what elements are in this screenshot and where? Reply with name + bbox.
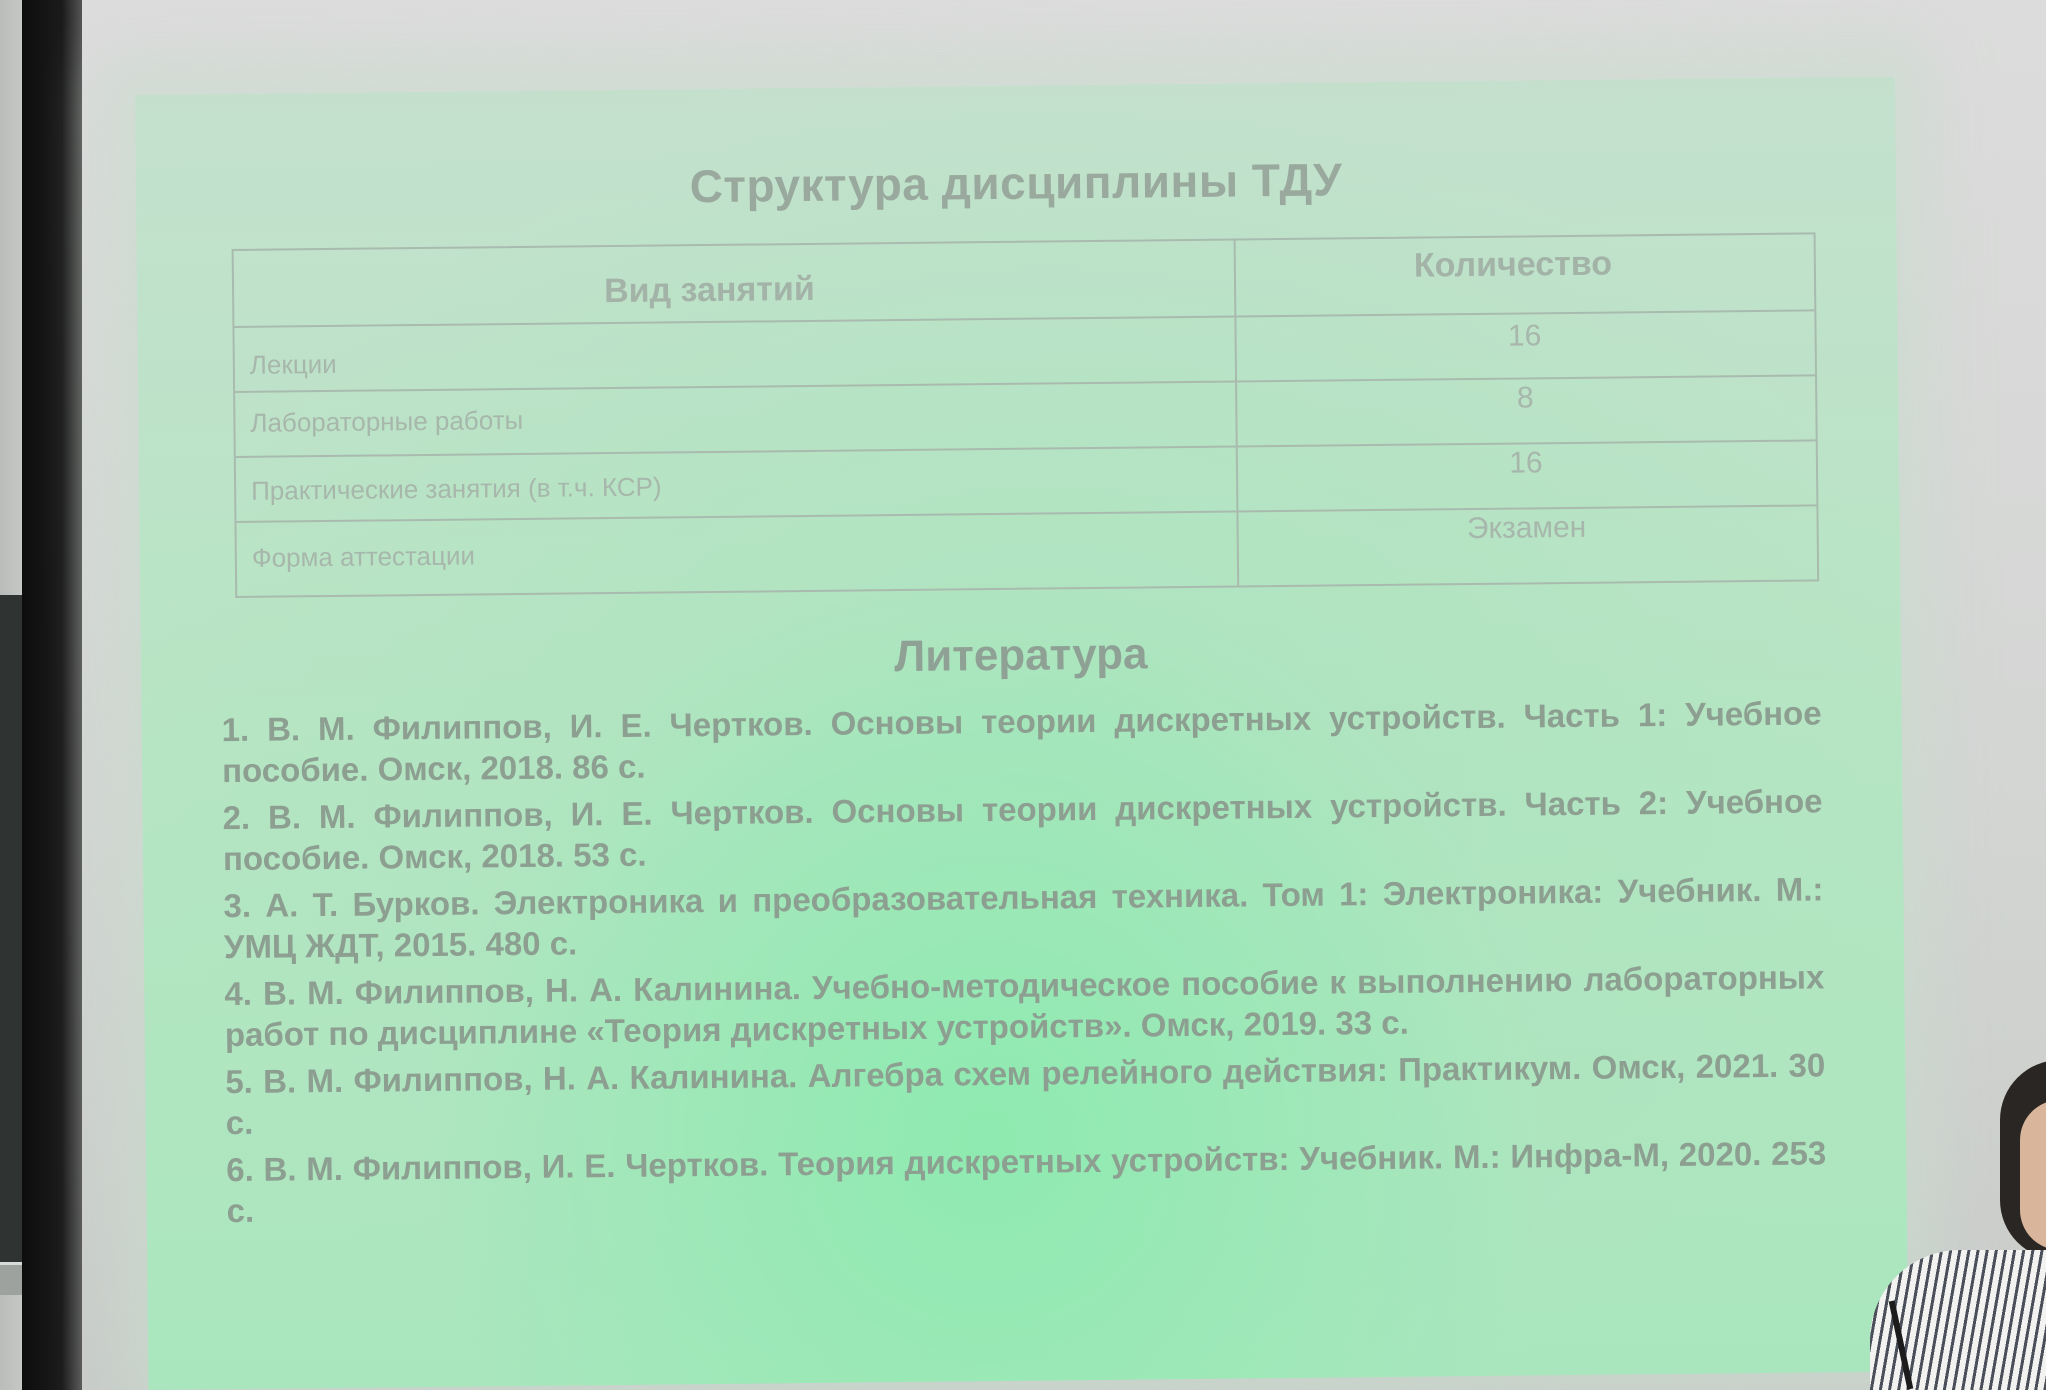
projected-slide: [135, 77, 1908, 1390]
slide-title: Структура дисциплины ТДУ: [689, 153, 1343, 213]
table-column-divider: [1234, 240, 1240, 585]
presenter-person: [1870, 1060, 2046, 1390]
table-cell-label: Практические занятия (в т.ч. КСР): [250, 471, 662, 506]
table-row: [236, 504, 1816, 573]
projector-screen-edge: [22, 0, 82, 1390]
table-cell-value: Экзамен: [1466, 510, 1587, 546]
table-header-type: Вид занятий: [603, 269, 815, 311]
table-cell-label: Лабораторные работы: [250, 404, 524, 438]
list-item: 2. В. М. Филиппов, И. Е. Чертков. Основы теории дискретных устройств. Часть 2: Учебное пособие. Омск, 2018. 53 с.: [222, 782, 1823, 878]
list-item: 5. В. М. Филиппов, Н. А. Калинина. Алгебра схем релейного действия: Практикум. Омск, 2021. 30 с.: [225, 1046, 1826, 1142]
table-row: [235, 374, 1815, 438]
literature-title: Литература: [894, 629, 1148, 682]
list-item: 4. В. М. Филиппов, Н. А. Калинина. Учебно-методическое пособие к выполнению лабораторных работ по дисциплине «Теория дискретных устройств». Омск, 2019. 33 с.: [224, 958, 1825, 1054]
list-item: 6. В. М. Филиппов, И. Е. Чертков. Теория дискретных устройств: Учебник. М.: Инфра-М, 2020. 253 с.: [226, 1134, 1827, 1230]
table-row: [234, 309, 1814, 380]
literature-list: [221, 692, 1826, 1237]
person-face: [2020, 1100, 2046, 1250]
discipline-structure-table: [232, 232, 1820, 598]
list-item: 3. А. Т. Бурков. Электроника и преобразовательная техника. Том 1: Электроника: Учебник. М.: УМЦ ЖДТ, 2015. 480 с.: [223, 870, 1824, 966]
table-cell-value: 8: [1516, 381, 1534, 415]
list-item: 1. В. М. Филиппов, И. Е. Чертков. Основы теории дискретных устройств. Часть 1: Учебное пособие. Омск, 2018. 86 с.: [221, 694, 1822, 790]
table-row: [236, 439, 1816, 506]
table-cell-label: Лекции: [249, 348, 337, 380]
table-cell-value: 16: [1509, 446, 1543, 480]
table-header-count: Количество: [1413, 244, 1613, 285]
table-cell-label: Форма аттестации: [251, 540, 476, 573]
table-cell-value: 16: [1507, 319, 1542, 353]
